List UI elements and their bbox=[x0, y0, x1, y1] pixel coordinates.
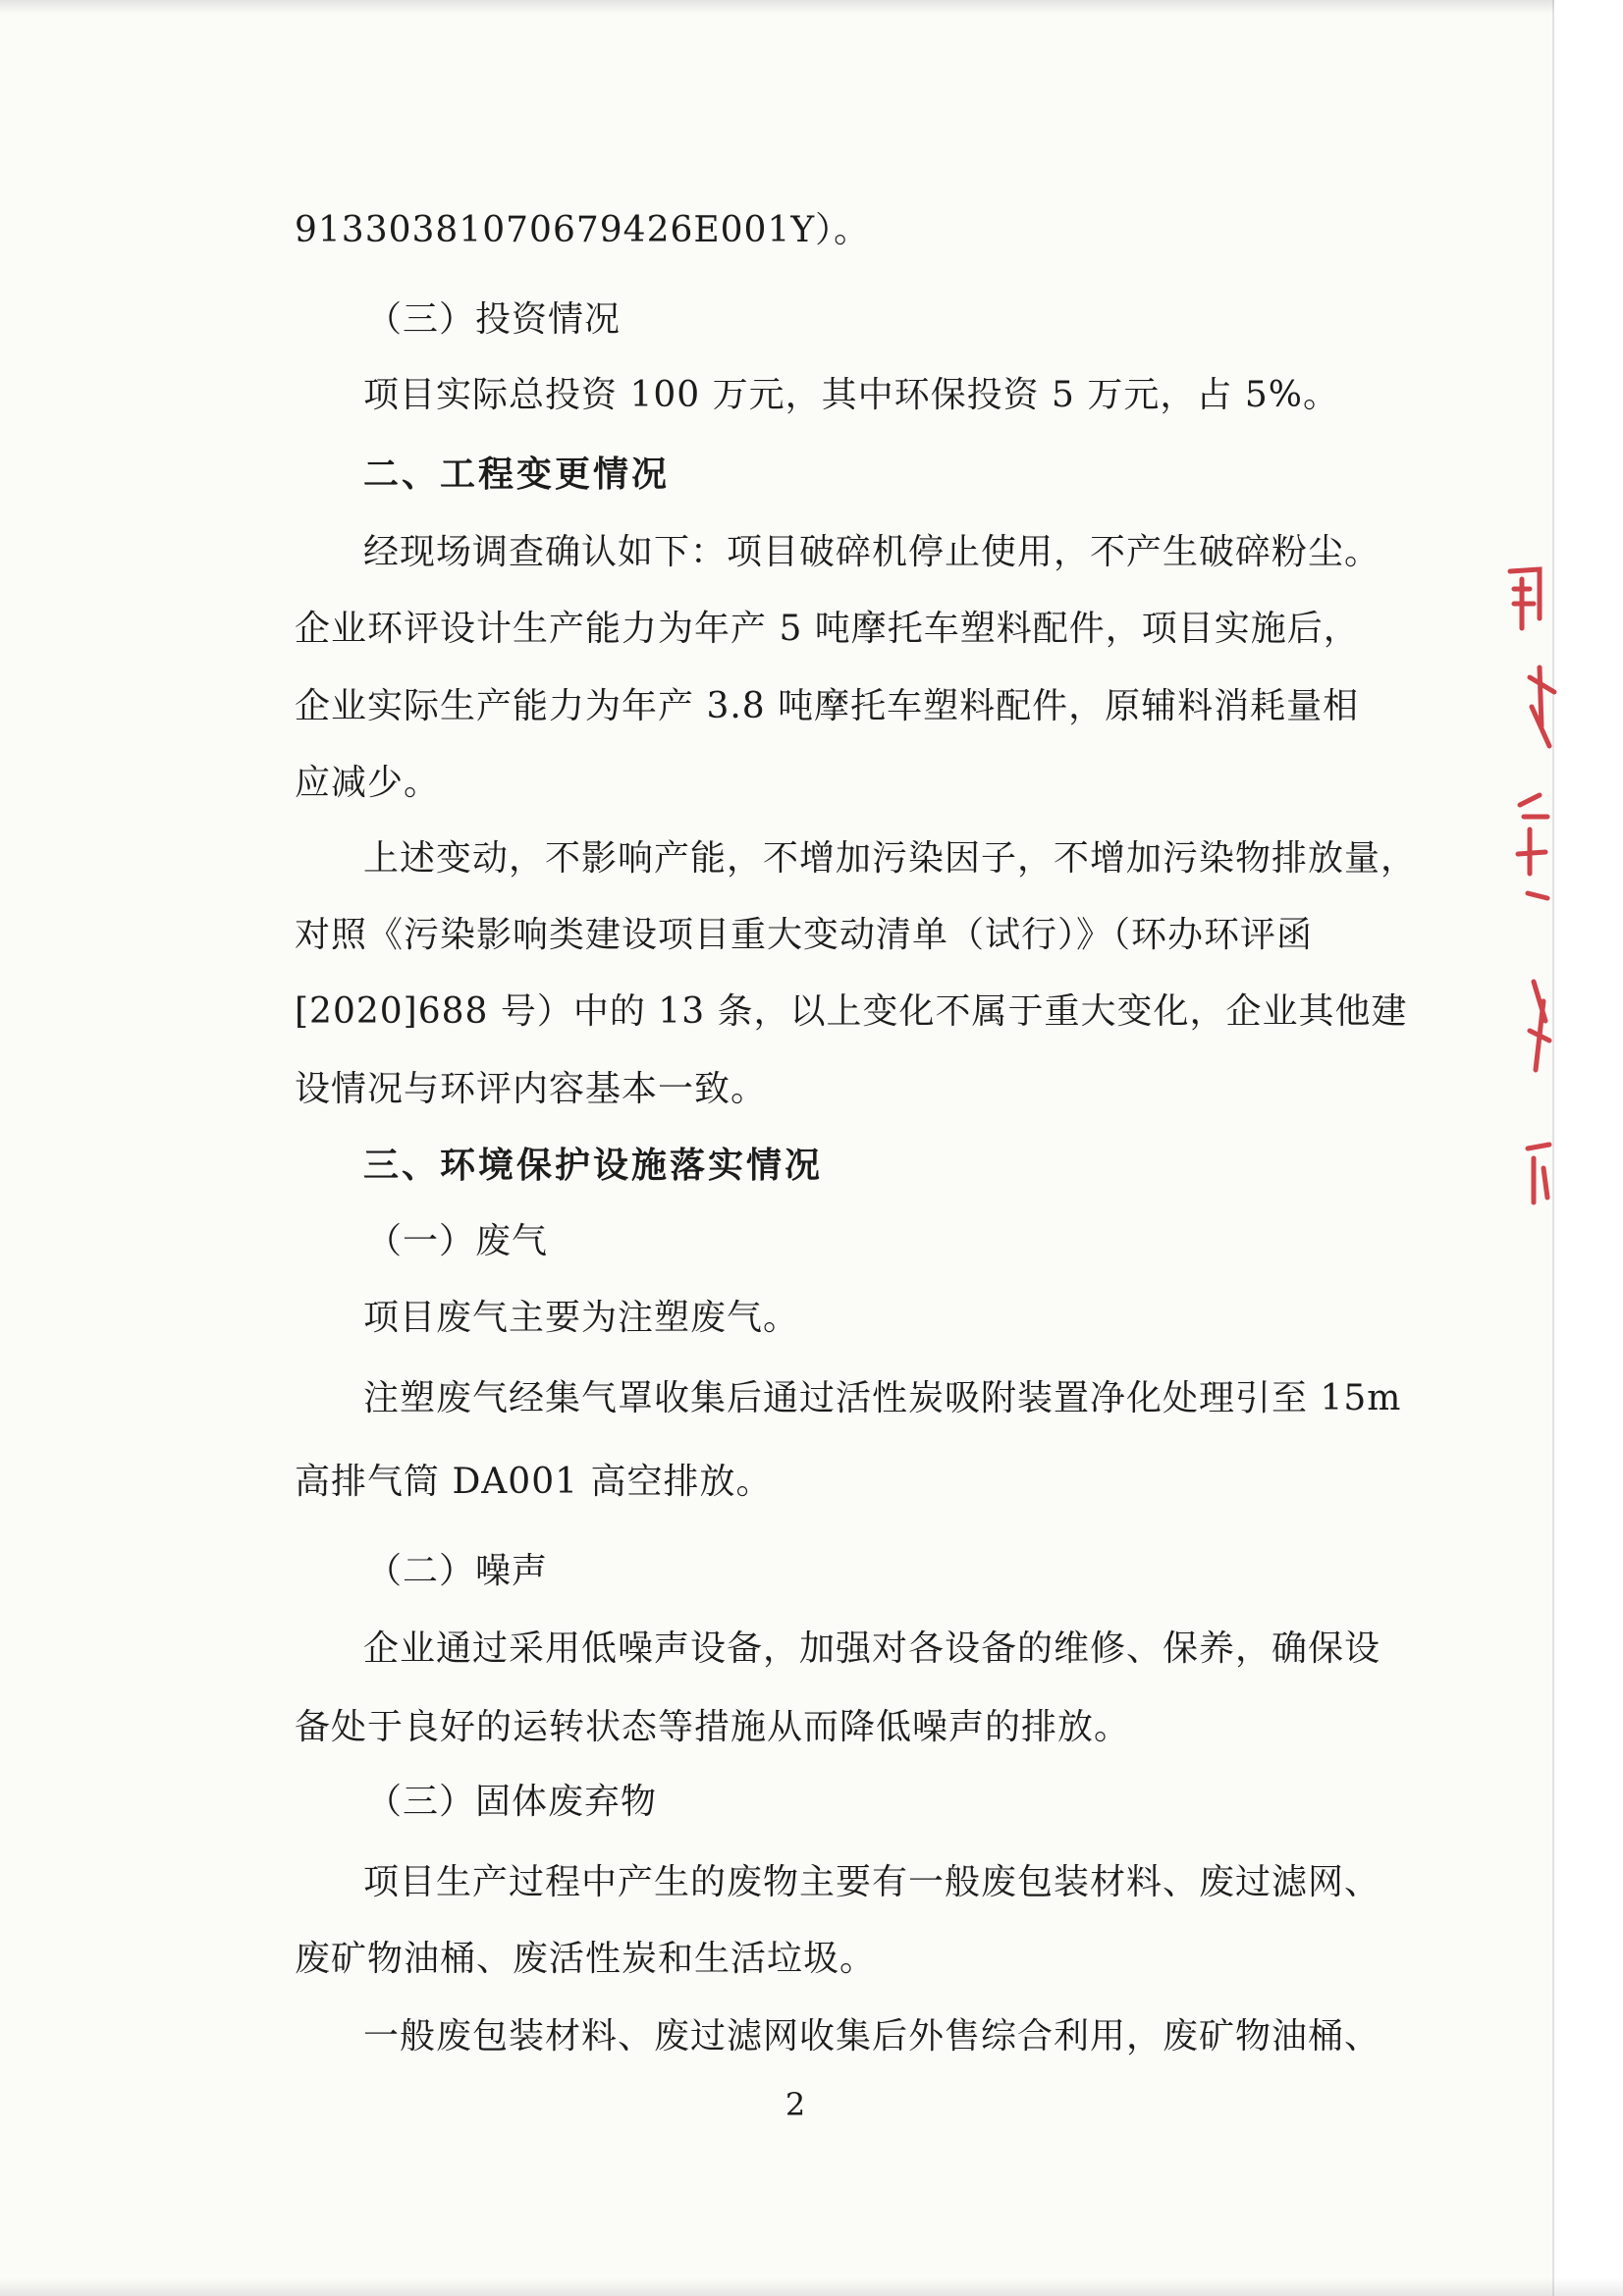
text-line: [2020]688 号）中的 13 条，以上变化不属于重大变化，企业其他建 bbox=[295, 991, 1408, 1032]
text-line: 一般废包装材料、废过滤网收集后外售综合利用，废矿物油桶、 bbox=[363, 2016, 1381, 2056]
text-line: 项目废气主要为注塑废气。 bbox=[363, 1298, 800, 1338]
text-line: 高排气筒 DA001 高空排放。 bbox=[295, 1462, 773, 1502]
section-subheading: （一）废气 bbox=[366, 1221, 549, 1261]
text-line: 企业通过采用低噪声设备，加强对各设备的维修、保养，确保设 bbox=[363, 1629, 1381, 1669]
section-subheading: （三）投资情况 bbox=[366, 299, 622, 340]
section-subheading: （二）噪声 bbox=[366, 1551, 549, 1591]
text-line: 废矿物油桶、废活性炭和生活垃圾。 bbox=[295, 1939, 877, 1979]
text-line: 91330381070679426E001Y）。 bbox=[295, 210, 871, 250]
page-number: 2 bbox=[784, 2086, 806, 2123]
text-line: 注塑废气经集气罩收集后通过活性炭吸附装置净化处理引至 15m bbox=[363, 1378, 1402, 1418]
text-line: 应减少。 bbox=[295, 763, 441, 803]
text-line: 上述变动，不影响产能，不增加污染因子，不增加污染物排放量， bbox=[363, 838, 1418, 879]
text-line: 项目生产过程中产生的废物主要有一般废包装材料、废过滤网、 bbox=[363, 1862, 1381, 1902]
section-subheading: （三）固体废弃物 bbox=[366, 1782, 658, 1822]
text-line: 设情况与环评内容基本一致。 bbox=[295, 1069, 768, 1109]
section-heading: 二、工程变更情况 bbox=[363, 454, 671, 495]
text-line: 对照《污染影响类建设项目重大变动清单（试行）》（环办环评函 bbox=[295, 915, 1314, 955]
section-heading: 三、环境保护设施落实情况 bbox=[363, 1145, 824, 1186]
text-line: 企业实际生产能力为年产 3.8 吨摩托车塑料配件，原辅料消耗量相 bbox=[295, 686, 1360, 726]
text-line: 项目实际总投资 100 万元，其中环保投资 5 万元，占 5%。 bbox=[363, 375, 1339, 415]
text-line: 备处于良好的运转状态等措施从而降低噪声的排放。 bbox=[295, 1707, 1131, 1747]
text-line: 经现场调查确认如下：项目破碎机停止使用，不产生破碎粉尘。 bbox=[363, 532, 1381, 572]
text-line: 企业环评设计生产能力为年产 5 吨摩托车塑料配件，项目实施后， bbox=[295, 609, 1360, 649]
